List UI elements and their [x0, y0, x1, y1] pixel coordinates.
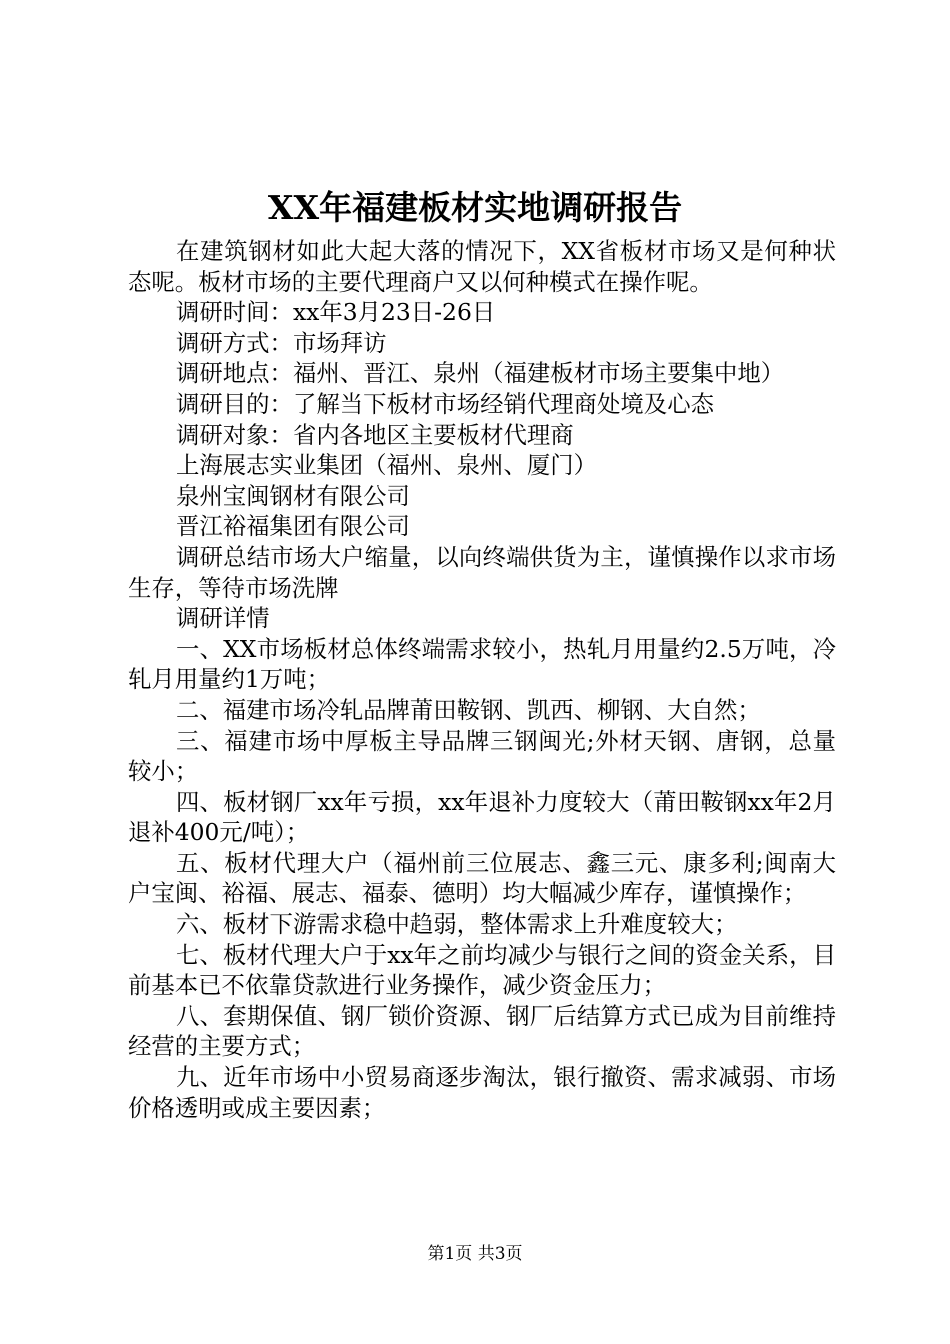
document-body [128, 236, 836, 1123]
document-title: XX年福建板材实地调研报告 [267, 188, 683, 227]
paragraph-survey-target: 调研对象：省内各地区主要板材代理商 [176, 420, 574, 449]
paragraph-survey-purpose: 调研目的：了解当下板材市场经销代理商处境及心态 [176, 389, 714, 418]
paragraph-item-5: 五、板材代理大户（福州前三位展志、鑫三元、康多利;闽南大户宝闽、裕福、展志、福泰、德明）均大幅减少库存，谨慎操作； [128, 848, 836, 908]
paragraph-survey-location: 调研地点：福州、晋江、泉州（福建板材市场主要集中地） [176, 359, 785, 388]
paragraph-item-3: 三、福建市场中厚板主导品牌三钢闽光;外材天钢、唐钢，总量较小； [128, 726, 836, 786]
paragraph-item-6: 六、板材下游需求稳中趋弱，整体需求上升难度较大； [176, 910, 738, 939]
paragraph-item-2: 二、福建市场冷轧品牌莆田鞍钢、凯西、柳钢、大自然； [176, 695, 761, 724]
paragraph-summary: 调研总结市场大户缩量，以向终端供货为主，谨慎操作以求市场生存，等待市场洗牌 [128, 542, 836, 602]
paragraph-item-1: 一、XX市场板材总体终端需求较小，热轧月用量约2.5万吨，冷轧月用量约1万吨； [128, 634, 836, 694]
paragraph-item-9: 九、近年市场中小贸易商逐步淘汰，银行撤资、需求减弱、市场价格透明或成主要因素； [128, 1063, 836, 1122]
paragraph-survey-time: 调研时间：xx年3月23日-26日 [176, 298, 496, 327]
paragraph-intro: 在建筑钢材如此大起大落的情况下，XX省板材市场又是何种状态呢。板材市场的主要代理商户又以何种模式在操作呢。 [128, 237, 836, 296]
paragraph-company-2: 泉州宝闽钢材有限公司 [176, 481, 410, 510]
paragraph-item-8: 八、套期保值、钢厂锁价资源、钢厂后结算方式已成为目前维持经营的主要方式； [128, 1001, 836, 1061]
paragraph-company-1: 上海展志实业集团（福州、泉州、厦门） [176, 451, 598, 480]
page-number-footer: 第1页 共3页 [427, 1244, 523, 1264]
paragraph-survey-method: 调研方式：市场拜访 [176, 328, 387, 357]
paragraph-company-3: 晋江裕福集团有限公司 [176, 512, 410, 541]
paragraph-item-4: 四、板材钢厂xx年亏损，xx年退补力度较大（莆田鞍钢xx年2月退补400元/吨）； [128, 787, 836, 847]
paragraph-details-heading: 调研详情 [176, 604, 270, 633]
paragraph-item-7: 七、板材代理大户于xx年之前均减少与银行之间的资金关系，目前基本已不依靠贷款进行业务操作，减少资金压力； [128, 940, 836, 1000]
